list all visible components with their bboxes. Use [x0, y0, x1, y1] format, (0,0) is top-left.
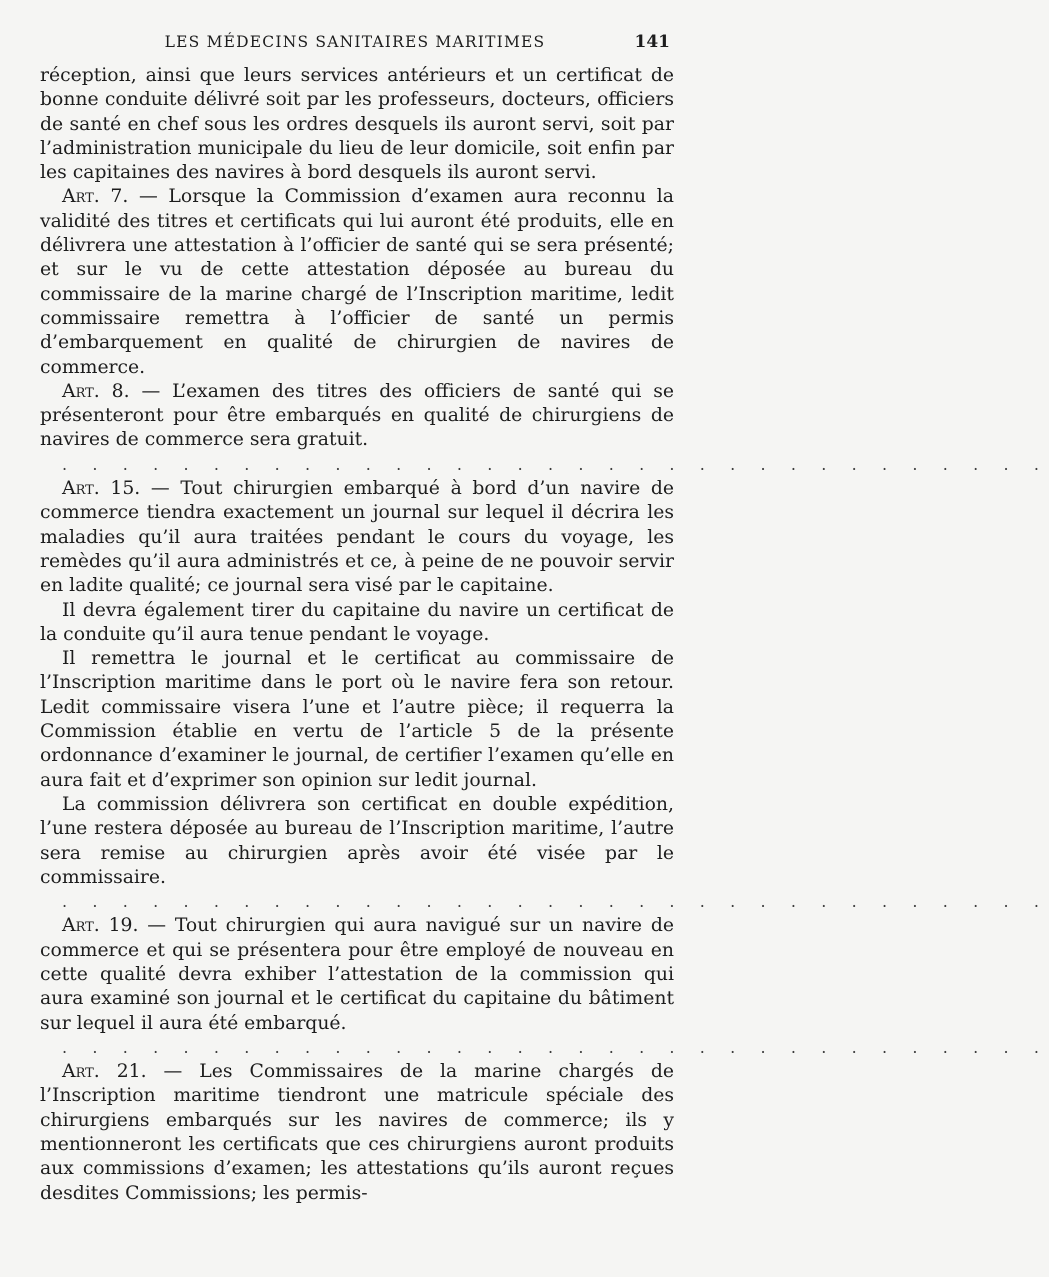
- article-19: [40, 914, 674, 1035]
- running-title: LES MÉDECINS SANITAIRES MARITIMES: [164, 33, 546, 51]
- article-label: Art. 7.: [62, 186, 129, 208]
- paragraph-continuation: réception, ainsi que leurs services antérieurs et un certificat de bonne conduite délivré soit par les professeurs, docteurs, officiers de santé en chef sous les ordres desquels ils auront servi, soit par l’administration municipale du lieu de leur domicile, soit enfin par les capitaines des navires à bord desquels ils auront servi.: [40, 65, 674, 184]
- article-21: [40, 1060, 674, 1206]
- paragraph-certificat: Il devra également tirer du capitaine du navire un certificat de la conduite qu’il aura tenue pendant le voyage.: [40, 599, 674, 645]
- body-text: [40, 64, 1049, 1206]
- article-8: [40, 380, 674, 453]
- article-15: [40, 477, 674, 598]
- article-label: Art. 19.: [62, 915, 139, 937]
- article-label: Art. 21.: [62, 1061, 147, 1083]
- ellipsis-divider: . . . . . . . . . . . . . . . . . . . . . . . . . . . . . . . . .: [62, 454, 1049, 474]
- article-text: — Tout chirurgien embarqué à bord d’un navire de commerce tiendra exactement un journal sur lequel il décrira les maladies qu’il aura traitées pendant le cours du voyage, les remèdes qu’il aura administrés et ce, à peine de ne pouvoir servir en ladite qualité; ce journal sera visé par le capitaine.: [40, 478, 674, 597]
- article-7: [40, 185, 674, 379]
- ellipsis-divider: . . . . . . . . . . . . . . . . . . . . . . . . . . . . . . . . .: [62, 892, 1049, 912]
- article-text: — L’examen des titres des officiers de santé qui se présenteront pour être embarqués en qualité de chirurgiens de navires de commerce sera gratuit.: [40, 380, 675, 451]
- article-text: — Lorsque la Commission d’examen aura reconnu la validité des titres et certificats qui lui auront été produits, elle en délivrera une attestation à l’officier de santé qui se sera présenté; et sur le vu de cette attestation déposée au bureau du commissaire de la marine chargé de l’Inscription maritime, ledit commissaire remettra à l’officier de santé un permis d’embarquement en qualité de chirurgien de navires de commerce.: [40, 186, 674, 378]
- ellipsis-divider: . . . . . . . . . . . . . . . . . . . . . . . . . . . . . . . . .: [62, 1037, 1049, 1057]
- article-text: — Tout chirurgien qui aura navigué sur un navire de commerce et qui se présentera pour être employé de nouveau en cette qualité devra exhiber l’attestation de la commission qui aura examiné son journal et le certificat du capitaine du bâtiment sur lequel il aura été embarqué.: [40, 915, 674, 1034]
- paragraph-commission: La commission délivrera son certificat en double expédition, l’une restera déposée au bureau de l’Inscription maritime, l’autre sera remise au chirurgien après avoir été visée par le commissaire.: [40, 793, 674, 888]
- article-text: — Les Commissaires de la marine chargés de l’Inscription maritime tiendront une matricule spéciale des chirurgiens embarqués sur les navires de commerce; ils y mentionneront les certificats que ces chirurgiens auront produits aux commissions d’examen; les attestations qu’ils auront reçues desdites Commissions; les permis-: [40, 1061, 674, 1204]
- page-number: 141: [634, 32, 670, 52]
- paragraph-remettra: Il remettra le journal et le certificat au commissaire de l’Inscription maritime dans le port où le navire fera son retour. Ledit commissaire visera l’une et l’autre pièce; il requerra la Commission établie en vertu de l’article 5 de la présente ordonnance d’examiner le journal, de certifier l’examen qu’elle en aura fait et d’exprimer son opinion sur ledit journal.: [40, 648, 674, 791]
- running-header: [40, 30, 670, 54]
- article-label: Art. 15.: [62, 478, 141, 500]
- article-label: Art. 8.: [62, 380, 130, 402]
